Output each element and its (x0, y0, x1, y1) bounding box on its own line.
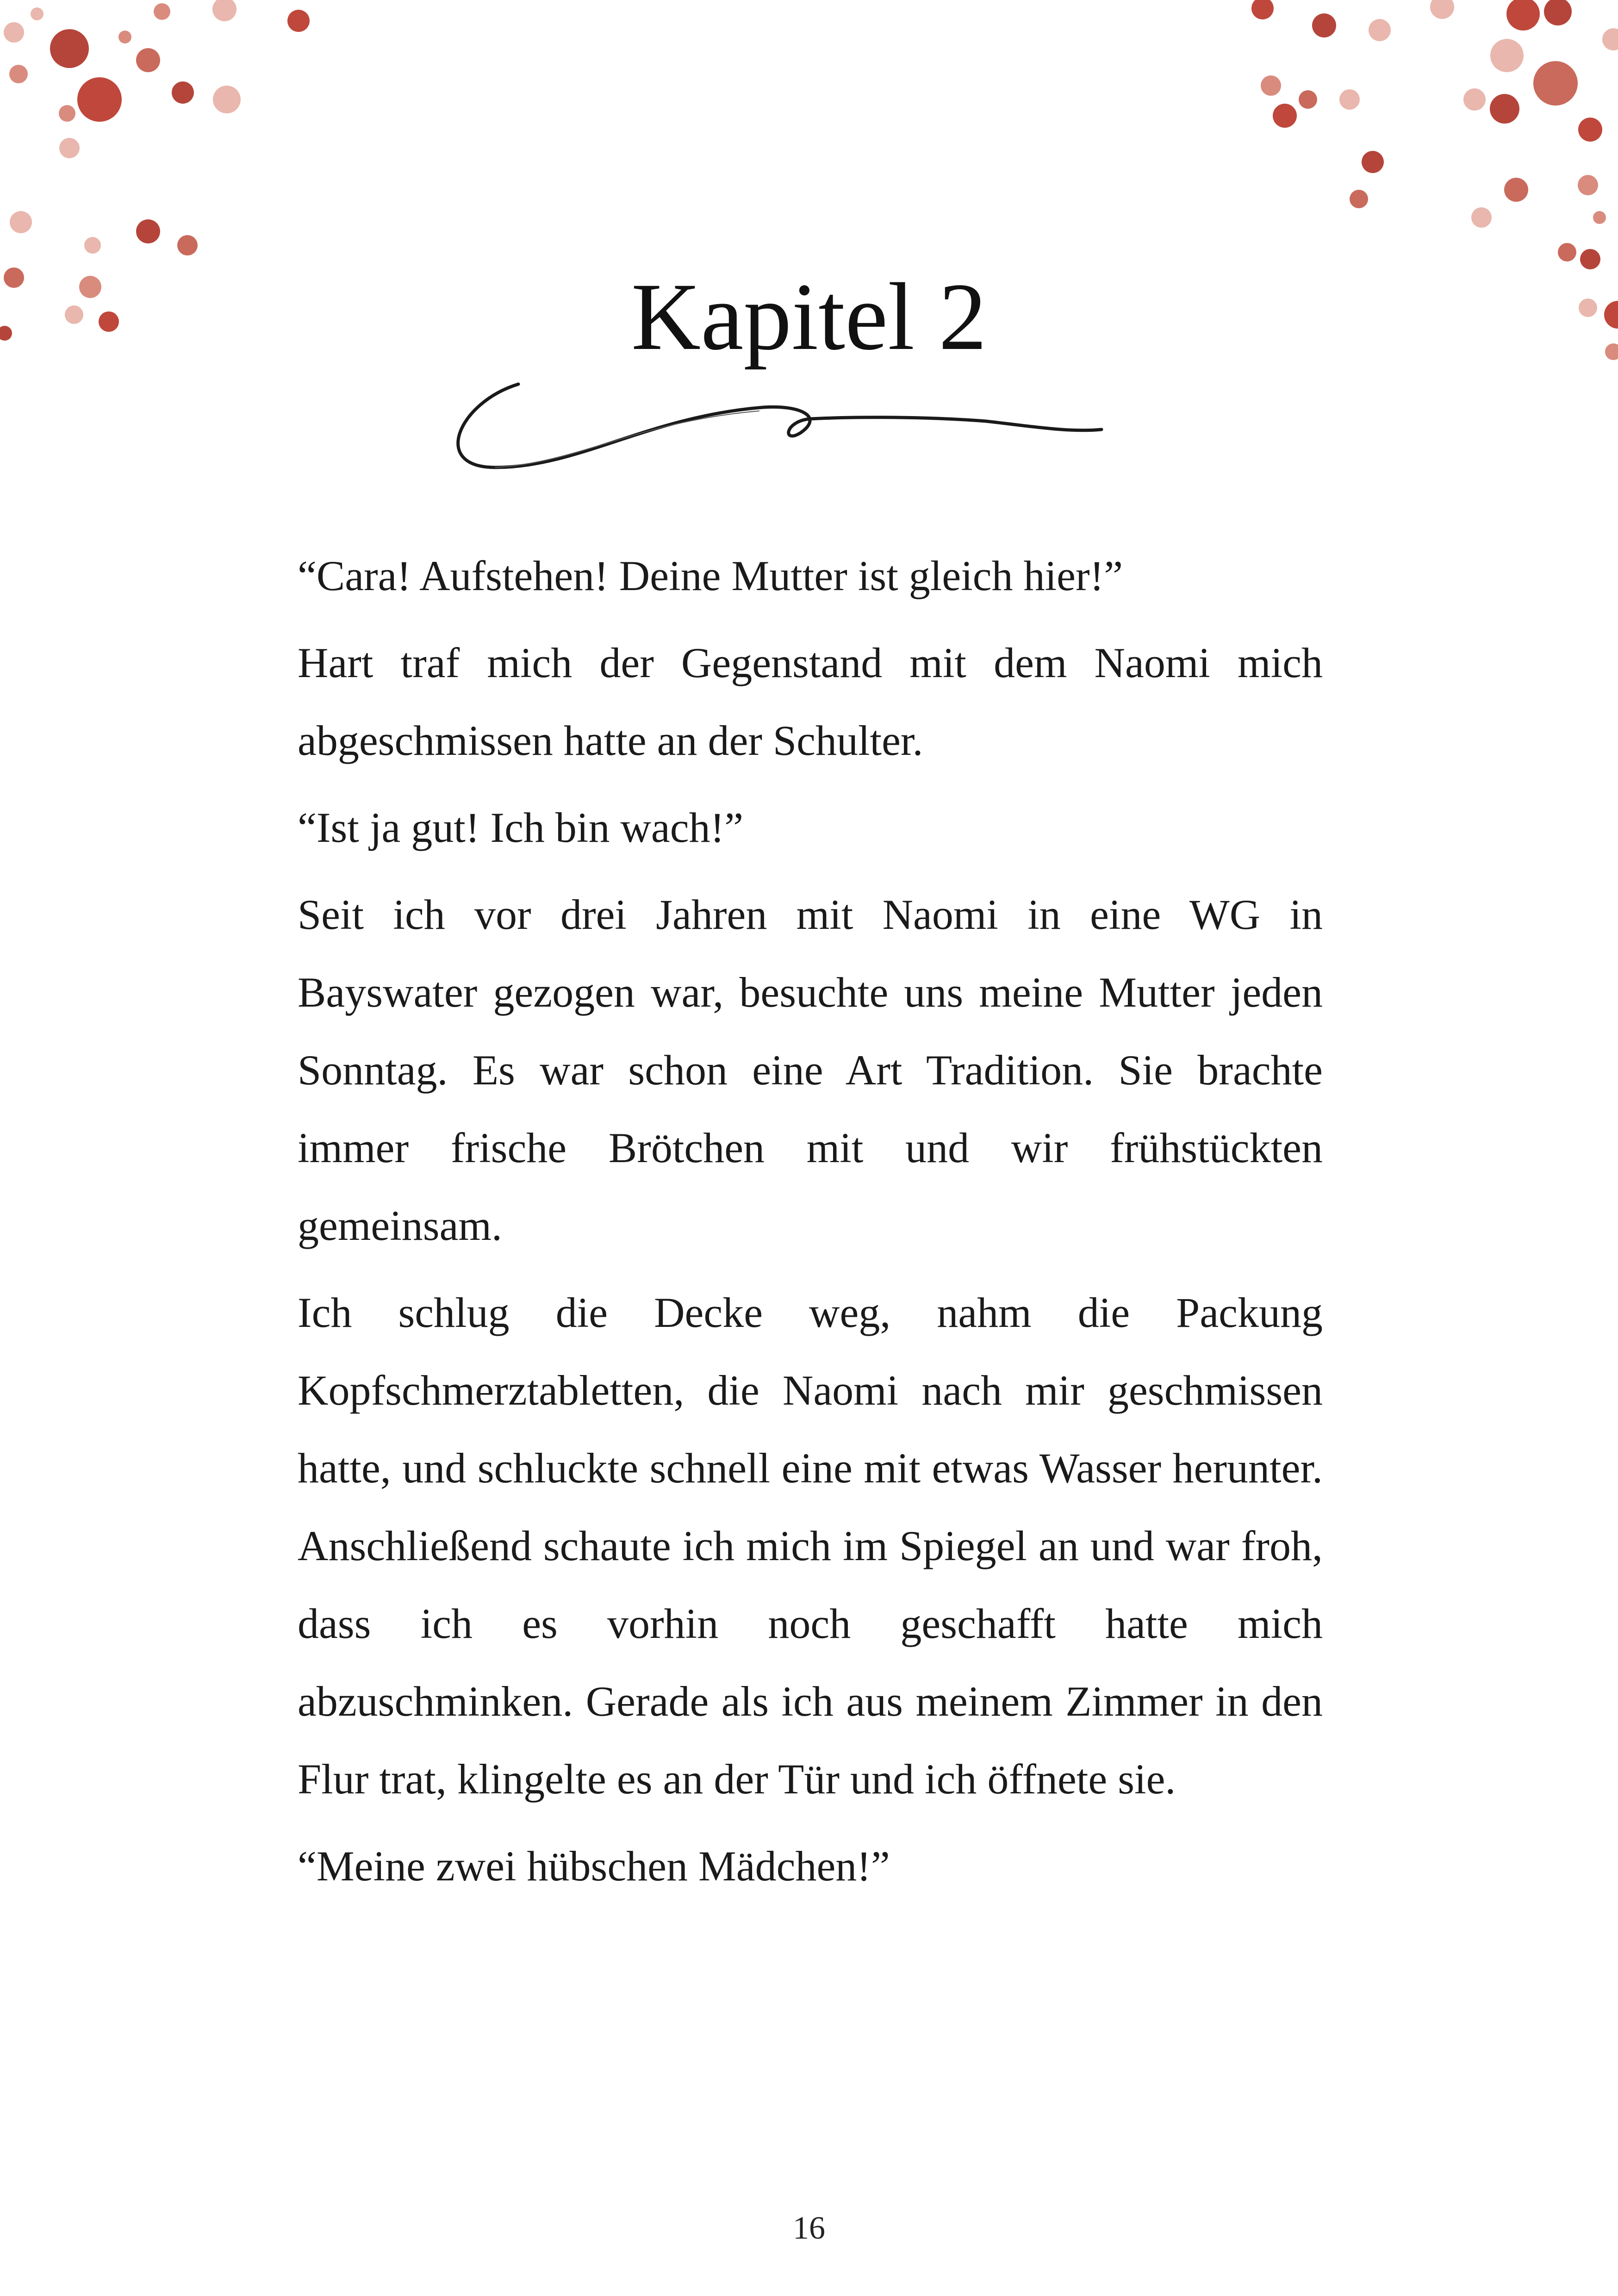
chapter-body (298, 537, 1323, 1914)
paragraph: Ich schlug die Decke weg, nahm die Packung Kopfschmerztabletten, die Naomi nach mir geschmissen hatte, und schluckte schnell eine mit etwas Wasser herunter. Anschließend schaute ich mich im Spiegel an und war froh, dass ich es vorhin noch geschafft hatte mich abzuschminken. Gerade als ich aus meinem Zimmer in den Flur trat, klingelte es an der Tür und ich öffnete sie. (298, 1289, 1323, 1803)
paragraph: “Meine zwei hübschen Mädchen!” (298, 1842, 890, 1890)
paragraph: Seit ich vor drei Jahren mit Naomi in eine WG in Bayswater gezogen war, besuchte uns meine Mutter jeden Sonntag. Es war schon eine Art Tradition. Sie brachte immer frische Brötchen mit und wir frühstückten gemeinsam. (298, 891, 1323, 1249)
page-number: 16 (793, 2210, 825, 2246)
flourish-divider (440, 352, 1115, 481)
paragraph: Hart traf mich der Gegenstand mit dem Naomi mich abgeschmissen hatte an der Schulter. (298, 639, 1323, 764)
paragraph: “Cara! Aufstehen! Deine Mutter ist gleich hier!” (298, 552, 1123, 599)
paragraph: “Ist ja gut! Ich bin wach!” (298, 804, 744, 851)
chapter-title: Kapitel 2 (631, 263, 987, 370)
